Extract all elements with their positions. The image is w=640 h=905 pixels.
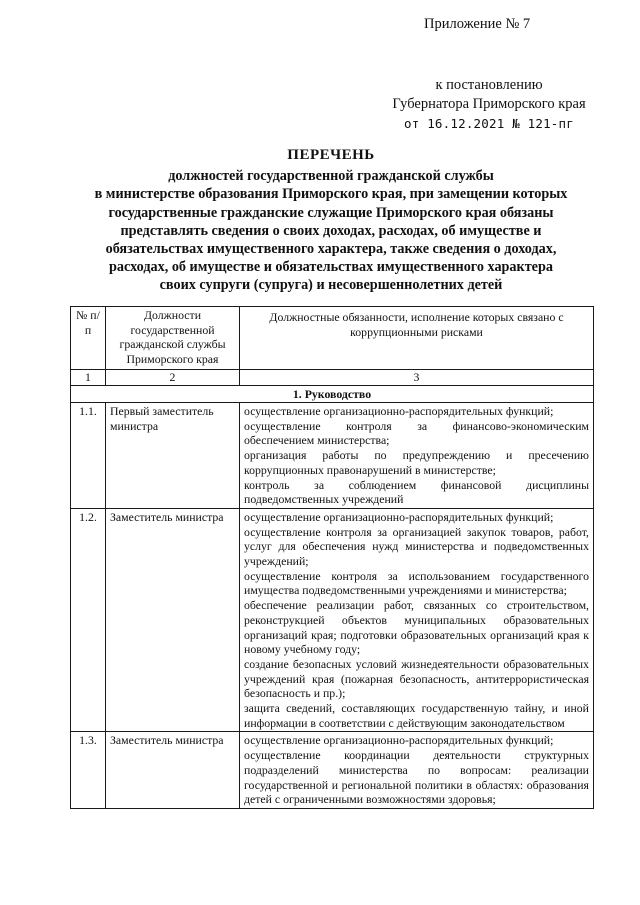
table-header-row bbox=[71, 307, 594, 370]
column-header-position: Должности государственной гражданской службы Приморского края bbox=[106, 307, 240, 370]
title-line: расходах, об имуществе и обязательствах имущественного характера bbox=[109, 259, 553, 276]
resolution-line-2: Губернатора Приморского края bbox=[392, 96, 586, 112]
column-number: 1 bbox=[71, 370, 106, 386]
column-number: 2 bbox=[106, 370, 240, 386]
resolution-line-1: к постановлению bbox=[435, 77, 543, 93]
duty-item: контроль за соблюдением финансовой дисциплины подведомственных учреждений bbox=[244, 477, 589, 507]
title-line: должностей государственной гражданской службы bbox=[168, 168, 494, 185]
duty-item: защита сведений, составляющих государственную тайну, и иной информации в соответствии с действующим законодательством bbox=[244, 701, 589, 730]
duty-item: осуществление контроля за финансово-экономическим обеспечением министерства; bbox=[244, 418, 589, 448]
duties-cell bbox=[240, 508, 594, 732]
title-line: обязательствах имущественного характера, также сведения о доходах, bbox=[105, 241, 557, 258]
document-title bbox=[72, 146, 590, 295]
resolution-reference bbox=[374, 76, 604, 133]
section-title: 1. Руководство bbox=[71, 386, 594, 403]
duties-cell bbox=[240, 732, 594, 809]
column-header-duties: Должностные обязанности, исполнение которых связано с коррупционными рисками bbox=[240, 307, 594, 370]
row-number: 1.1. bbox=[71, 403, 106, 509]
table-row bbox=[71, 403, 594, 509]
duty-item: осуществление организационно-распорядительных функций; bbox=[244, 509, 554, 524]
table-row bbox=[71, 732, 594, 809]
row-number: 1.2. bbox=[71, 508, 106, 732]
duty-item: осуществление организационно-распорядительных функций; bbox=[244, 733, 554, 748]
section-row bbox=[71, 386, 594, 403]
column-header-number: № п/п bbox=[71, 307, 106, 370]
column-number: 3 bbox=[240, 370, 594, 386]
row-number: 1.3. bbox=[71, 732, 106, 809]
title-line: представлять сведения о своих доходах, расходах, об имуществе и bbox=[120, 222, 542, 239]
duty-item: обеспечение реализации работ, связанных со строительством, реконструкцией объектов муниципальных образовательных организаций края; подготовки образовательных организаций края к новому учебному году; bbox=[244, 598, 589, 657]
title-main: ПЕРЕЧЕНЬ bbox=[287, 147, 375, 163]
title-line: в министерстве образования Приморского края, при замещении которых bbox=[94, 186, 568, 203]
table-row bbox=[71, 508, 594, 732]
duty-item: осуществление контроля за организацией закупок товаров, работ, услуг для обеспечения нужд министерства и подведомственных учреждений; bbox=[244, 524, 589, 569]
resolution-line-3: от 16.12.2021 № 121-пг bbox=[404, 116, 574, 131]
duty-item: организация работы по предупреждению и пресечению коррупционных правонарушений в министерстве; bbox=[244, 448, 589, 477]
column-number-row bbox=[71, 370, 594, 386]
title-line: своих супруги (супруга) и несовершеннолетних детей bbox=[159, 277, 503, 294]
duties-cell bbox=[240, 403, 594, 509]
duty-item: осуществление организационно-распорядительных функций; bbox=[244, 404, 554, 418]
position-name: Заместитель министра bbox=[106, 732, 240, 809]
duty-item: осуществление контроля за использованием государственного имущества подведомственными учреждениями и министерства; bbox=[244, 568, 589, 598]
title-line: государственные гражданские служащие Приморского края обязаны bbox=[108, 204, 554, 221]
duty-item: создание безопасных условий жизнедеятельности образовательных учреждений края (пожарная безопасность, антитеррористическая безопасность и пр.); bbox=[244, 656, 589, 701]
appendix-label: Приложение № 7 bbox=[424, 16, 531, 32]
position-name: Заместитель министра bbox=[106, 508, 240, 732]
duty-item: осуществление координации деятельности структурных подразделений министерства по вопросам: реализации государственной и региональной политики в областях: образования детей с ограниченными возможностями здоровья; bbox=[244, 748, 589, 807]
positions-table bbox=[70, 306, 594, 809]
position-name: Первый заместитель министра bbox=[106, 403, 240, 509]
